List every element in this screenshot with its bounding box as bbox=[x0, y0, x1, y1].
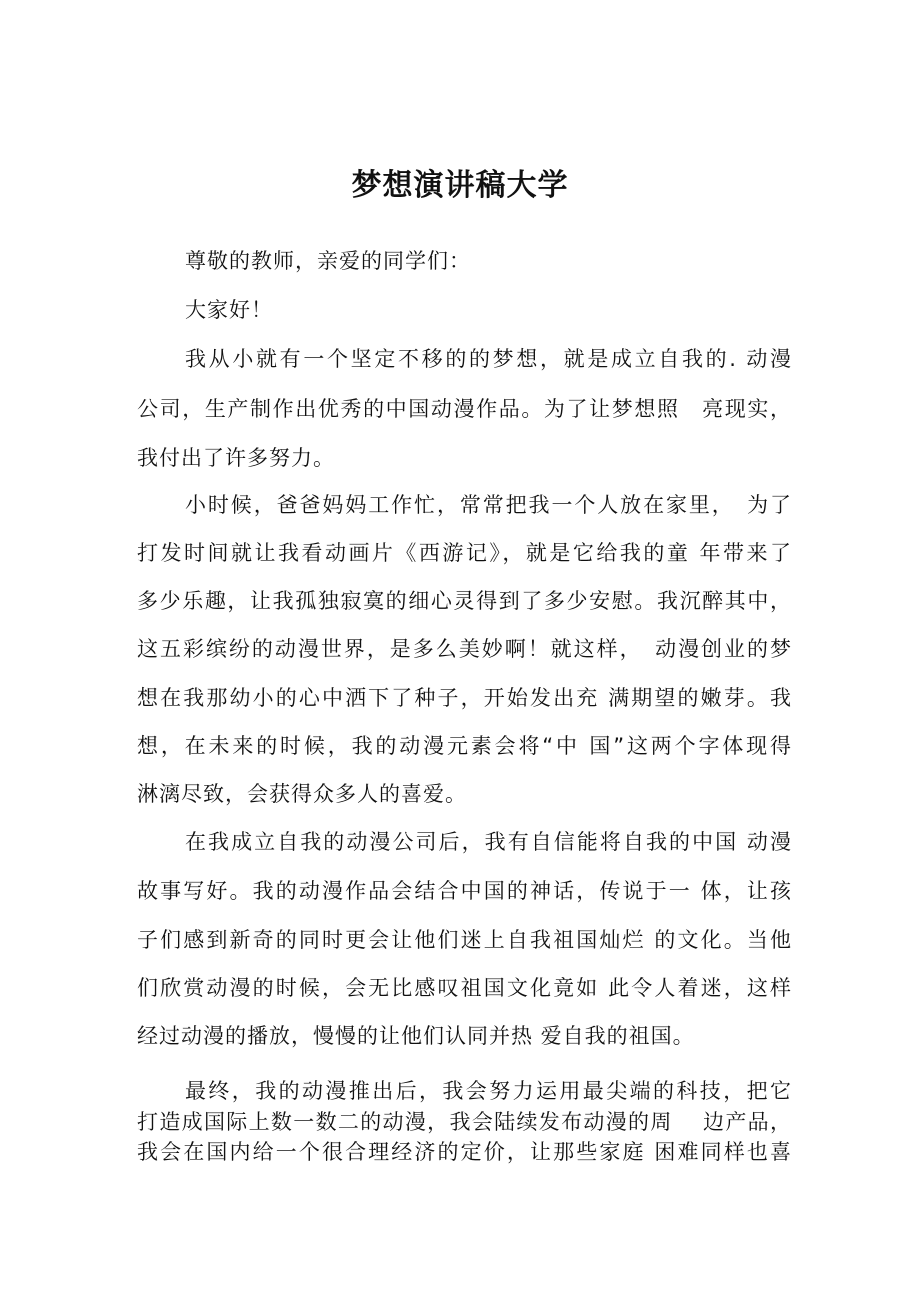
paragraph-2-line-3: 多少乐趣，让我孤独寂寞的细心灵得到了多少安慰。我沉醉其中， bbox=[137, 589, 792, 613]
paragraph-1-line-1: 我从小就有一个坚定不移的的梦想，就是成立自我的. 动漫 bbox=[185, 347, 792, 371]
salutation-line: 尊敬的教师，亲爱的同学们： bbox=[185, 249, 471, 273]
document-title: 梦想演讲稿大学 bbox=[351, 168, 569, 203]
greeting-line: 大家好！ bbox=[185, 298, 273, 322]
paragraph-2-line-4: 这五彩缤纷的动漫世界，是多么美妙啊！就这样， 动漫创业的梦 bbox=[137, 637, 792, 661]
paragraph-3-line-4: 们欣赏动漫的时候，会无比感叹祖国文化竟如 此令人着迷，这样 bbox=[137, 976, 792, 1000]
paragraph-3-line-1: 在我成立自我的动漫公司后，我有自信能将自我的中国 动漫 bbox=[185, 830, 792, 854]
paragraph-2-line-5: 想在我那幼小的心中洒下了种子，开始发出充 满期望的嫩芽。我 bbox=[137, 686, 792, 710]
paragraph-2-line-1: 小时候，爸爸妈妈工作忙，常常把我一个人放在家里， 为了 bbox=[185, 493, 792, 517]
paragraph-2-line-6: 想，在未来的时候，我的动漫元素会将“中 国”这两个字体现得 bbox=[137, 734, 792, 758]
paragraph-3-line-2: 故事写好。我的动漫作品会结合中国的神话，传说于一 体，让孩 bbox=[137, 879, 792, 903]
paragraph-3-line-5: 经过动漫的播放，慢慢的让他们认同并热 爱自我的祖国。 bbox=[137, 1024, 695, 1048]
paragraph-4-line-2: 打造成国际上数一数二的动漫，我会陆续发布动漫的周 边产品， bbox=[137, 1110, 792, 1134]
paragraph-1-line-2: 公司，生产制作出优秀的中国动漫作品。为了让梦想照 亮现实， bbox=[137, 397, 792, 421]
paragraph-2-line-2: 打发时间就让我看动画片《西游记》，就是它给我的童 年带来了 bbox=[137, 541, 792, 565]
paragraph-2-line-7: 淋漓尽致，会获得众多人的喜爱。 bbox=[137, 782, 467, 806]
paragraph-4-line-3: 我会在国内给一个很合理经济的定价，让那些家庭 困难同样也喜 bbox=[137, 1140, 792, 1164]
paragraph-4-line-1: 最终，我的动漫推出后，我会努力运用最尖端的科技，把它 bbox=[185, 1079, 792, 1103]
paragraph-1-line-3: 我付出了许多努力。 bbox=[137, 446, 335, 470]
paragraph-3-line-3: 子们感到新奇的同时更会让他们迷上自我祖国灿烂 的文化。当他 bbox=[137, 928, 792, 952]
